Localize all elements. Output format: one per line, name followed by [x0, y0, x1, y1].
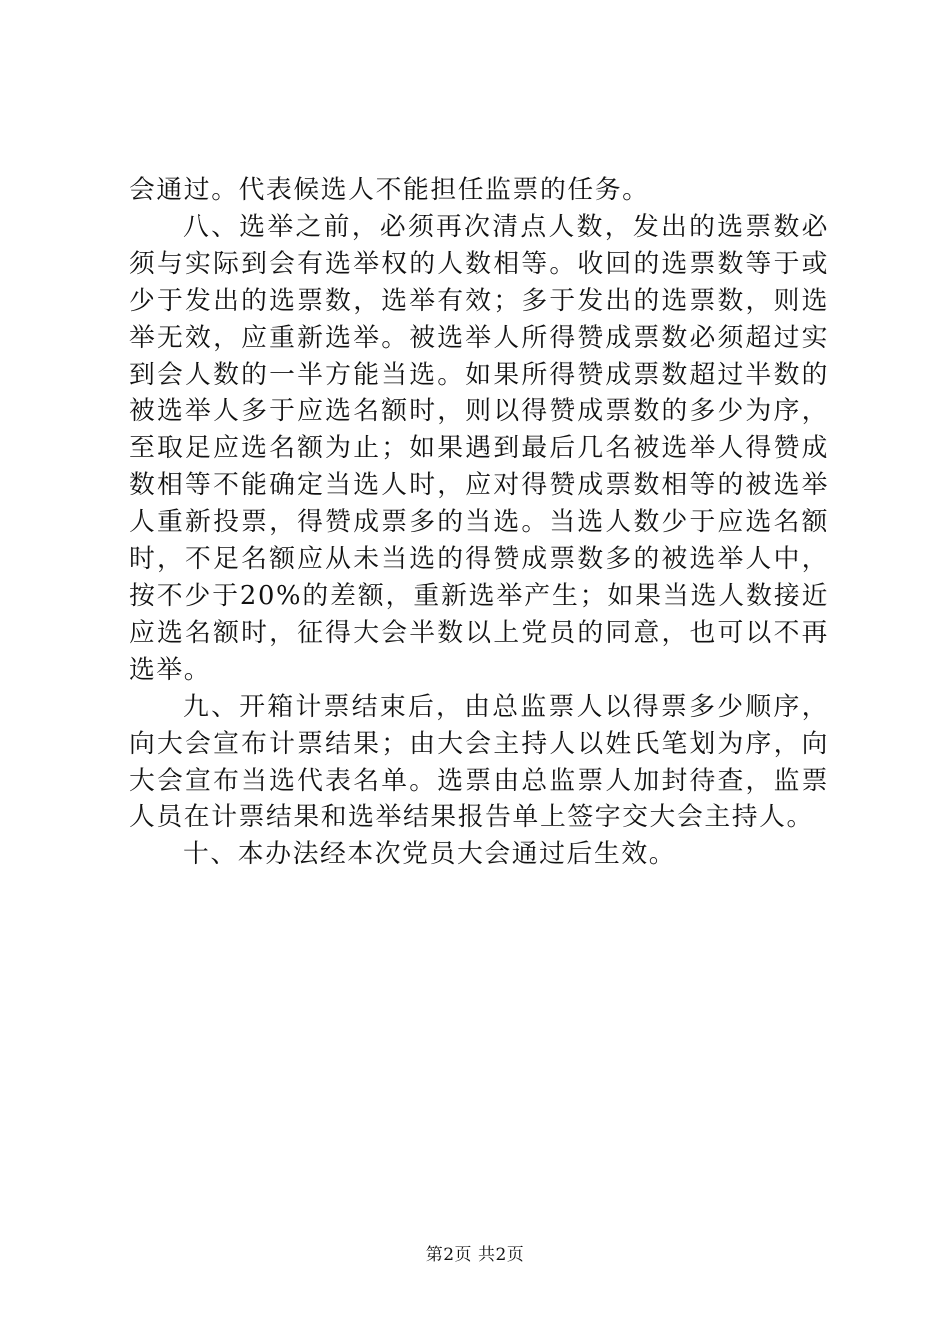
paragraph-article-8: 八、选举之前，必须再次清点人数，发出的选票数必须与实际到会有选举权的人数相等。收回的选票数等于或少于发出的选票数，选举有效；多于发出的选票数，则选举无效，应重新选举。被选举人所得赞成票数必须超过实到会人数的一半方能当选。如果所得赞成票数超过半数的被选举人多于应选名额时，则以得赞成票数的多少为序，至取足应选名额为止；如果遇到最后几名被选举人得赞成数相等不能确定当选人时，应对得赞成票数相等的被选举人重新投票，得赞成票多的当选。当选人数少于应选名额时，不足名额应从未当选的得赞成票数多的被选举人中，按不少于20%的差额，重新选举产生；如果当选人数接近应选名额时，征得大会半数以上党员的同意，也可以不再选举。 [129, 211, 829, 685]
paragraph-article-9: 九、开箱计票结束后，由总监票人以得票多少顺序，向大会宣布计票结果；由大会主持人以姓氏笔划为序，向大会宣布当选代表名单。选票由总监票人加封待查，监票人员在计票结果和选举结果报告单上签字交大会主持人。 [129, 691, 829, 833]
page-footer [0, 1244, 950, 1266]
paragraph-continuation: 会通过。代表候选人不能担任监票的任务。 [129, 175, 650, 205]
document-body [129, 172, 829, 873]
paragraph-article-10: 十、本办法经本次党员大会通过后生效。 [183, 839, 677, 870]
page-number: 第2页 共2页 [425, 1245, 525, 1265]
